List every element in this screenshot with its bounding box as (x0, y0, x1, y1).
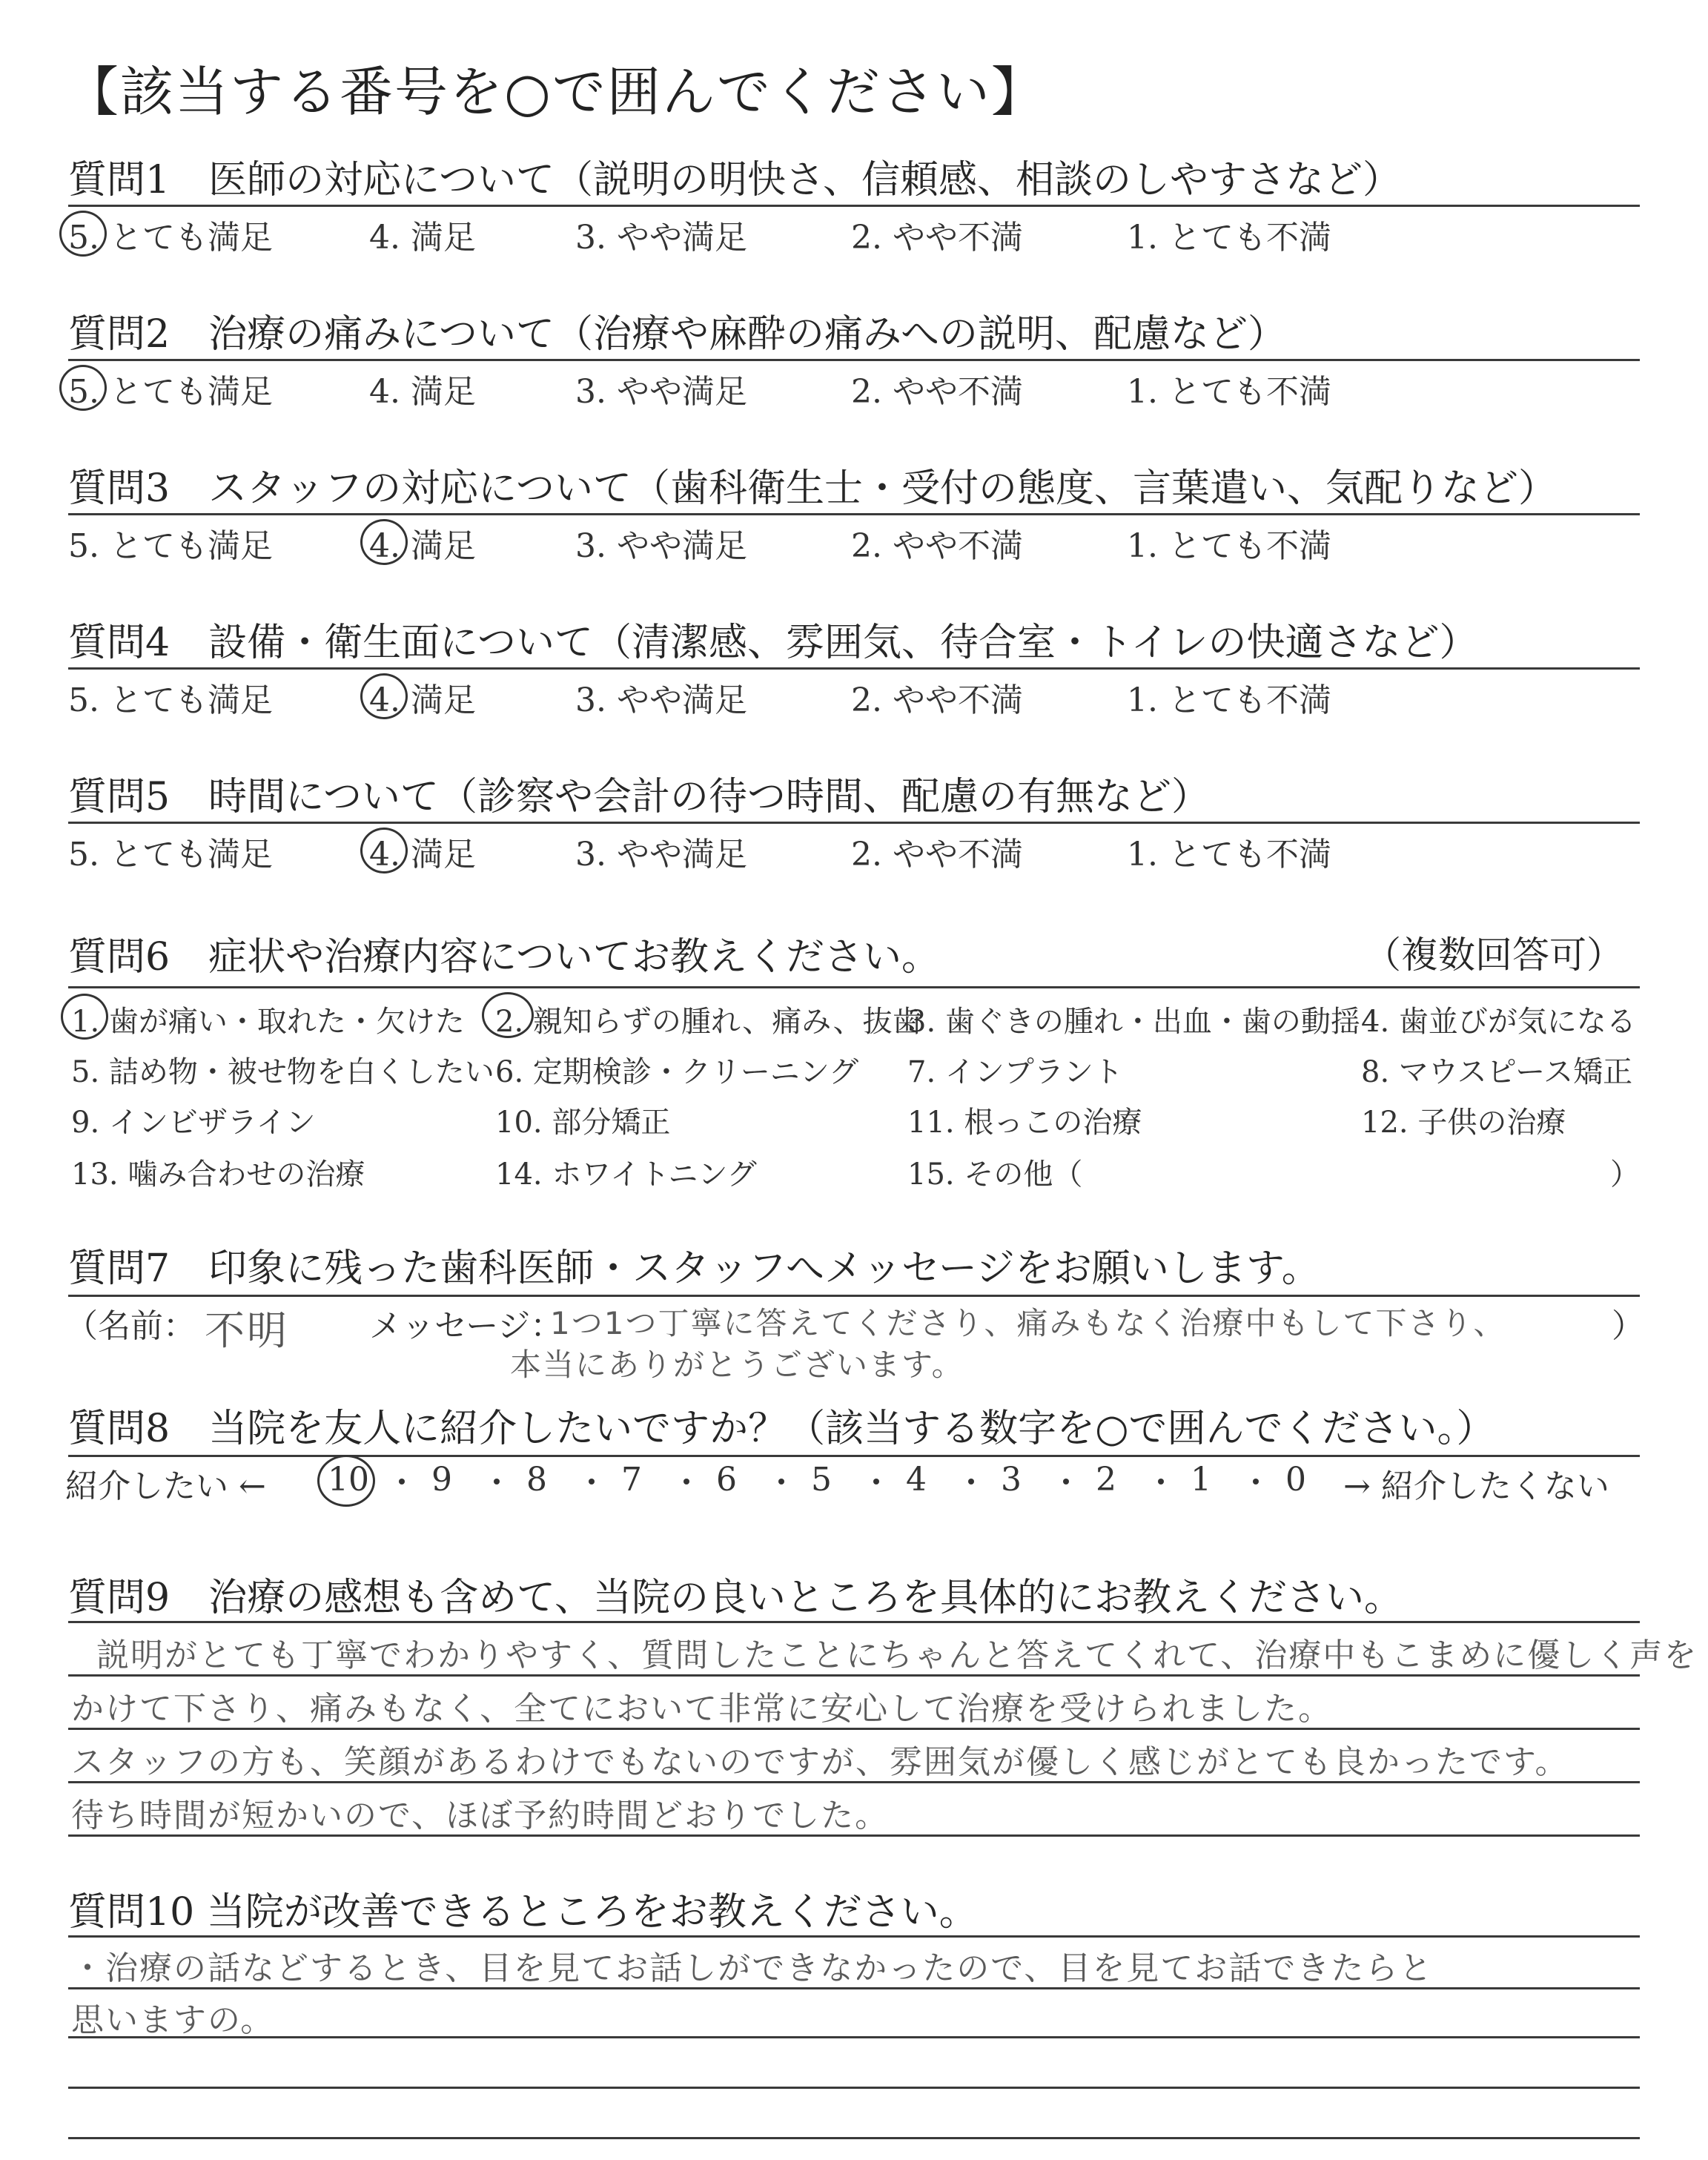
q10-rule-5 (68, 2137, 1640, 2139)
q10-rule-1 (68, 1935, 1640, 1938)
q3-rule (68, 513, 1640, 515)
q2-title: 質問2 治療の痛みについて（治療や麻酔の痛みへの説明、配慮など） (68, 312, 1287, 357)
q6-rule (68, 986, 1640, 988)
q8-scale-value[interactable]: 3 (1001, 1461, 1022, 1499)
q7-message-line1: 1つ1つ丁寧に答えてくださり、痛みもなく治療中もして下さり、 (550, 1305, 1506, 1341)
q8-rule (68, 1455, 1640, 1457)
q8-scale-value[interactable]: 9 (431, 1461, 452, 1499)
q5-option[interactable]: 3. やや満足 (575, 836, 747, 873)
q4-rule (68, 667, 1640, 670)
q7-message-line2: 本当にありがとうございます。 (510, 1347, 964, 1383)
q6-option[interactable]: 13. 噛み合わせの治療 (71, 1157, 365, 1192)
q2-option[interactable]: 3. やや満足 (575, 373, 747, 411)
q1-option[interactable]: 3. やや満足 (575, 219, 747, 257)
q7-name-label: （名前： (65, 1307, 196, 1345)
q8-right-label: → 紹介したくない (1343, 1467, 1609, 1505)
q3-option[interactable]: 5. とても満足 (68, 527, 273, 565)
q8-scale-separator (589, 1479, 595, 1484)
q2-option[interactable]: 4. 満足 (369, 373, 476, 411)
q6-option[interactable]: 9. インビザライン (71, 1106, 316, 1140)
q8-scale-separator (494, 1479, 500, 1484)
q9-line-3: スタッフの方も、笑顔があるわけでもないのですが、雰囲気が優しく感じがとても良かったです。 (71, 1743, 1569, 1781)
q8-scale-value[interactable]: 6 (716, 1461, 737, 1499)
q2-option[interactable]: 1. とても不満 (1127, 373, 1331, 411)
q8-scale-separator (873, 1479, 879, 1484)
q4-option[interactable]: 5. とても満足 (68, 681, 273, 719)
q6-option[interactable]: 5. 詰め物・被せ物を白くしたい (71, 1055, 494, 1089)
q4-option[interactable]: 1. とても不満 (1127, 681, 1331, 719)
q9-line-1: 説明がとても丁寧でわかりやすく、質問したことにちゃんと答えてくれて、治療中もこまめに優しく声を (96, 1636, 1698, 1674)
q7-name-value: 不明 (205, 1307, 289, 1354)
q5-rule (68, 822, 1640, 824)
q8-scale-separator (399, 1479, 405, 1484)
q6-option[interactable]: 11. 根っこの治療 (907, 1106, 1142, 1140)
q4-option[interactable]: 3. やや満足 (575, 681, 747, 719)
q5-option[interactable]: 5. とても満足 (68, 836, 273, 873)
q7-rule (68, 1295, 1640, 1297)
q8-left-label: 紹介したい ← (65, 1467, 266, 1505)
q1-title: 質問1 医師の対応について（説明の明快さ、信頼感、相談のしやすさなど） (68, 158, 1401, 202)
q6-option[interactable]: 14. ホワイトニング (495, 1157, 757, 1192)
q8-scale-value[interactable]: 0 (1285, 1461, 1306, 1499)
q6-circle-1 (61, 994, 108, 1040)
q4-option[interactable]: 2. やや不満 (851, 681, 1023, 719)
q5-option[interactable]: 4. 満足 (369, 836, 476, 873)
q2-option[interactable]: 5. とても満足 (68, 373, 273, 411)
q10-rule-4 (68, 2087, 1640, 2089)
q8-scale-separator (778, 1479, 784, 1484)
q8-scale-value[interactable]: 2 (1096, 1461, 1116, 1499)
q9-line-4: 待ち時間が短かいので、ほぼ予約時間どおりでした。 (71, 1797, 890, 1834)
q3-option[interactable]: 3. やや満足 (575, 527, 747, 565)
q3-title: 質問3 スタッフの対応について（歯科衛生士・受付の態度、言葉遣い、気配りなど） (68, 466, 1558, 511)
q5-option[interactable]: 1. とても不満 (1127, 836, 1331, 873)
q9-rule-1 (68, 1621, 1640, 1623)
q3-selected-circle (360, 519, 408, 565)
q6-note: （複数回答可） (1364, 934, 1623, 977)
q6-option[interactable]: 4. 歯並びが気になる (1361, 1005, 1636, 1039)
q6-option[interactable]: 12. 子供の治療 (1361, 1106, 1566, 1140)
q10-line-2: 思いますの。 (71, 2001, 275, 2039)
form-header: 【該当する番号を○で囲んでください】 (65, 61, 1046, 123)
q8-title: 質問8 当院を友人に紹介したいですか？（該当する数字を○で囲んでください。） (68, 1407, 1495, 1451)
q8-scale-value[interactable]: 8 (526, 1461, 547, 1499)
q4-title: 質問4 設備・衛生面について（清潔感、雰囲気、待合室・トイレの快適さなど） (68, 621, 1478, 665)
q5-selected-circle (360, 828, 408, 873)
q6-option[interactable]: 3. 歯ぐきの腫れ・出血・歯の動揺 (907, 1005, 1360, 1039)
q8-scale-separator (1063, 1479, 1069, 1484)
q8-scale-value[interactable]: 1 (1191, 1461, 1211, 1499)
q8-scale-value[interactable]: 5 (811, 1461, 832, 1499)
q3-option[interactable]: 2. やや不満 (851, 527, 1023, 565)
q3-option[interactable]: 1. とても不満 (1127, 527, 1331, 565)
q5-title: 質問5 時間について（診察や会計の待つ時間、配慮の有無など） (68, 775, 1211, 819)
q8-scale-separator (1158, 1479, 1164, 1484)
q8-scale-separator (683, 1479, 689, 1484)
q6-option: ） (1610, 1157, 1640, 1192)
q8-scale-value[interactable]: 4 (906, 1461, 927, 1499)
q8-scale-value[interactable]: 7 (621, 1461, 642, 1499)
q9-line-2: かけて下さり、痛みもなく、全てにおいて非常に安心して治療を受けられました。 (71, 1690, 1333, 1728)
q2-selected-circle (59, 365, 107, 411)
q1-option[interactable]: 1. とても不満 (1127, 219, 1331, 257)
q6-option[interactable]: 2. 親知らずの腫れ、痛み、抜歯 (495, 1005, 922, 1039)
q1-option[interactable]: 4. 満足 (369, 219, 476, 257)
q8-selected-circle (317, 1455, 375, 1507)
q5-option[interactable]: 2. やや不満 (851, 836, 1023, 873)
q6-option[interactable]: 7. インプラント (907, 1055, 1123, 1089)
q6-title: 質問6 症状や治療内容についてお教えください。 (68, 935, 941, 980)
q7-close-paren: ） (1612, 1307, 1644, 1345)
q6-option[interactable]: 1. 歯が痛い・取れた・欠けた (71, 1005, 465, 1039)
q1-option[interactable]: 5. とても満足 (68, 219, 273, 257)
q6-circle-2 (482, 992, 534, 1038)
q3-option[interactable]: 4. 満足 (369, 527, 476, 565)
q6-option[interactable]: 8. マウスピース矯正 (1361, 1055, 1633, 1089)
q10-rule-3 (68, 2036, 1640, 2038)
q7-message-label: メッセージ： (369, 1307, 563, 1345)
q9-title: 質問9 治療の感想も含めて、当院の良いところを具体的にお教えください。 (68, 1576, 1403, 1620)
q1-rule (68, 205, 1640, 207)
q4-option[interactable]: 4. 満足 (369, 681, 476, 719)
q10-title: 質問10 当院が改善できるところをお教えください。 (68, 1890, 978, 1935)
q7-title: 質問7 印象に残った歯科医師・スタッフへメッセージをお願いします。 (68, 1246, 1320, 1291)
q1-option[interactable]: 2. やや不満 (851, 219, 1023, 257)
q6-option[interactable]: 15. その他（ (907, 1157, 1083, 1192)
q4-selected-circle (360, 673, 408, 719)
q10-line-1: ・治療の話などするとき、目を見てお話しができなかったので、目を見てお話できたらと (71, 1949, 1434, 1987)
q1-selected-circle (59, 211, 107, 257)
q6-option[interactable]: 10. 部分矯正 (495, 1106, 671, 1140)
q8-scale-separator (968, 1479, 974, 1484)
q8-scale-value[interactable]: 10 (328, 1461, 369, 1499)
q2-option[interactable]: 2. やや不満 (851, 373, 1023, 411)
q6-option[interactable]: 6. 定期検診・クリーニング (495, 1055, 859, 1089)
q8-scale-separator (1253, 1479, 1259, 1484)
q2-rule (68, 359, 1640, 361)
